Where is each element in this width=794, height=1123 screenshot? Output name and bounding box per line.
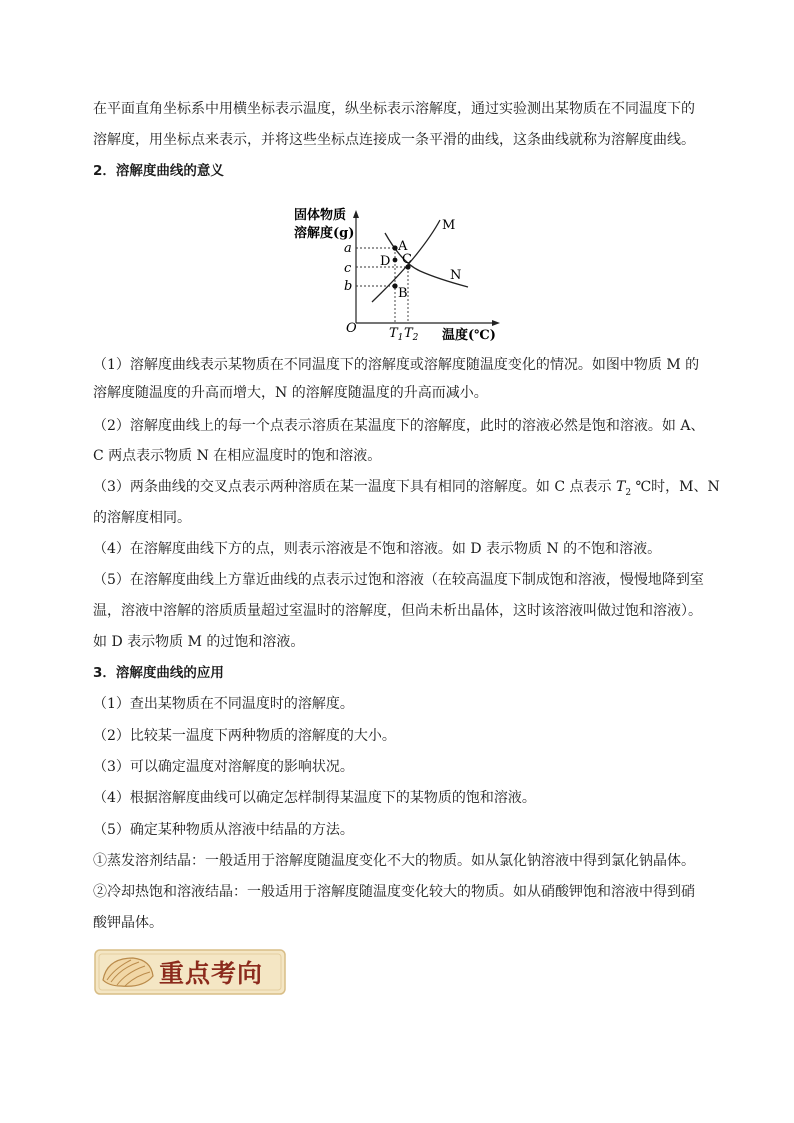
y-axis-arrow bbox=[353, 210, 359, 218]
application-4: （4）根据溶解度曲线可以确定怎样制得某温度下的某物质的饱和溶液。 bbox=[93, 790, 536, 806]
meaning-5-line-2: 温，溶液中溶解的溶质质量超过室温时的溶解度，但尚未析出晶体，这时该溶液叫做过饱和溶液）。 bbox=[93, 603, 702, 619]
section-2-heading: 2．溶解度曲线的意义 bbox=[93, 163, 224, 179]
intro-line-2: 溶解度，用坐标点来表示，并将这些坐标点连接成一条平滑的曲线，这条曲线就称为溶解度曲线。 bbox=[93, 132, 695, 148]
section-3-heading: 3．溶解度曲线的应用 bbox=[93, 665, 224, 681]
crystallization-method-2-line-1: ②冷却热饱和溶液结晶：一般适用于溶解度随温度变化较大的物质。如从硝酸钾饱和溶液中得到硝 bbox=[93, 884, 695, 900]
application-3: （3）可以确定温度对溶解度的影响状况。 bbox=[93, 759, 354, 775]
point-label-A: A bbox=[398, 239, 408, 254]
meaning-4: （4）在溶解度曲线下方的点，则表示溶液是不饱和溶液。如 D 表示物质 N 的不饱和溶液。 bbox=[93, 541, 662, 557]
crystallization-method-2-line-2: 酸钾晶体。 bbox=[93, 915, 163, 931]
meaning-1-line-2: 溶解度随温度的升高而增大，N 的溶解度随温度的升高而减小。 bbox=[93, 385, 488, 401]
tick-label-a: a bbox=[344, 241, 352, 256]
meaning-1-line-1: （1）溶解度曲线表示某物质在不同温度下的溶解度或溶解度随温度变化的情况。如图中物质 M 的 bbox=[93, 357, 700, 373]
key-focus-banner bbox=[93, 946, 289, 998]
x-axis-arrow bbox=[492, 320, 500, 326]
tick-label-c: c bbox=[344, 261, 352, 276]
meaning-3-line-2: 的溶解度相同。 bbox=[93, 510, 191, 526]
tick-label-T2: $T_2$ bbox=[404, 326, 419, 343]
point-A-dot bbox=[392, 245, 397, 250]
key-focus-banner-svg bbox=[93, 946, 289, 998]
point-label-D: D bbox=[380, 254, 391, 269]
application-1: （1）查出某物质在不同温度时的溶解度。 bbox=[93, 696, 354, 712]
solubility-curve-svg bbox=[292, 205, 512, 345]
solubility-curve-figure bbox=[292, 205, 512, 345]
meaning-2-line-1: （2）溶解度曲线上的每一个点表示溶质在某温度下的溶解度，此时的溶液必然是饱和溶液。如 A、 bbox=[93, 418, 705, 434]
curve-label-N: N bbox=[450, 268, 462, 283]
curve-label-M: M bbox=[442, 218, 456, 233]
crystallization-method-1: ①蒸发溶剂结晶：一般适用于溶解度随温度变化不大的物质。如从氯化钠溶液中得到氯化钠晶体。 bbox=[93, 853, 695, 869]
tick-label-T1: $T_1$ bbox=[389, 326, 404, 343]
point-label-C: C bbox=[402, 252, 412, 267]
meaning-2-line-2: C 两点表示物质 N 在相应温度时的饱和溶液。 bbox=[93, 448, 382, 464]
x-axis-label: 温度(℃) bbox=[442, 328, 496, 343]
meaning-5-line-3: 如 D 表示物质 M 的过饱和溶液。 bbox=[93, 634, 305, 650]
y-axis-label-line-1: 固体物质 bbox=[294, 208, 347, 223]
banner-title: 重点考向 bbox=[159, 959, 264, 988]
meaning-3-line-1: （3）两条曲线的交叉点表示两种溶质在某一温度下具有相同的溶解度。如 C 点表示 $T_2$ ℃时，M、N bbox=[93, 479, 720, 498]
point-D-dot bbox=[393, 258, 398, 263]
origin-label: O bbox=[346, 321, 357, 336]
meaning-5-line-1: （5）在溶解度曲线上方靠近曲线的点表示过饱和溶液（在较高温度下制成饱和溶液，慢慢地降到室 bbox=[93, 572, 704, 588]
application-2: （2）比较某一温度下两种物质的溶解度的大小。 bbox=[93, 728, 396, 744]
intro-line-1: 在平面直角坐标系中用横坐标表示温度，纵坐标表示溶解度，通过实验测出某物质在不同温度下的 bbox=[93, 101, 695, 117]
point-B-dot bbox=[392, 283, 397, 288]
tick-label-b: b bbox=[344, 279, 353, 294]
y-axis-label-line-2: 溶解度(g) bbox=[294, 226, 355, 241]
application-5: （5）确定某种物质从溶液中结晶的方法。 bbox=[93, 822, 354, 838]
point-label-B: B bbox=[398, 286, 408, 301]
